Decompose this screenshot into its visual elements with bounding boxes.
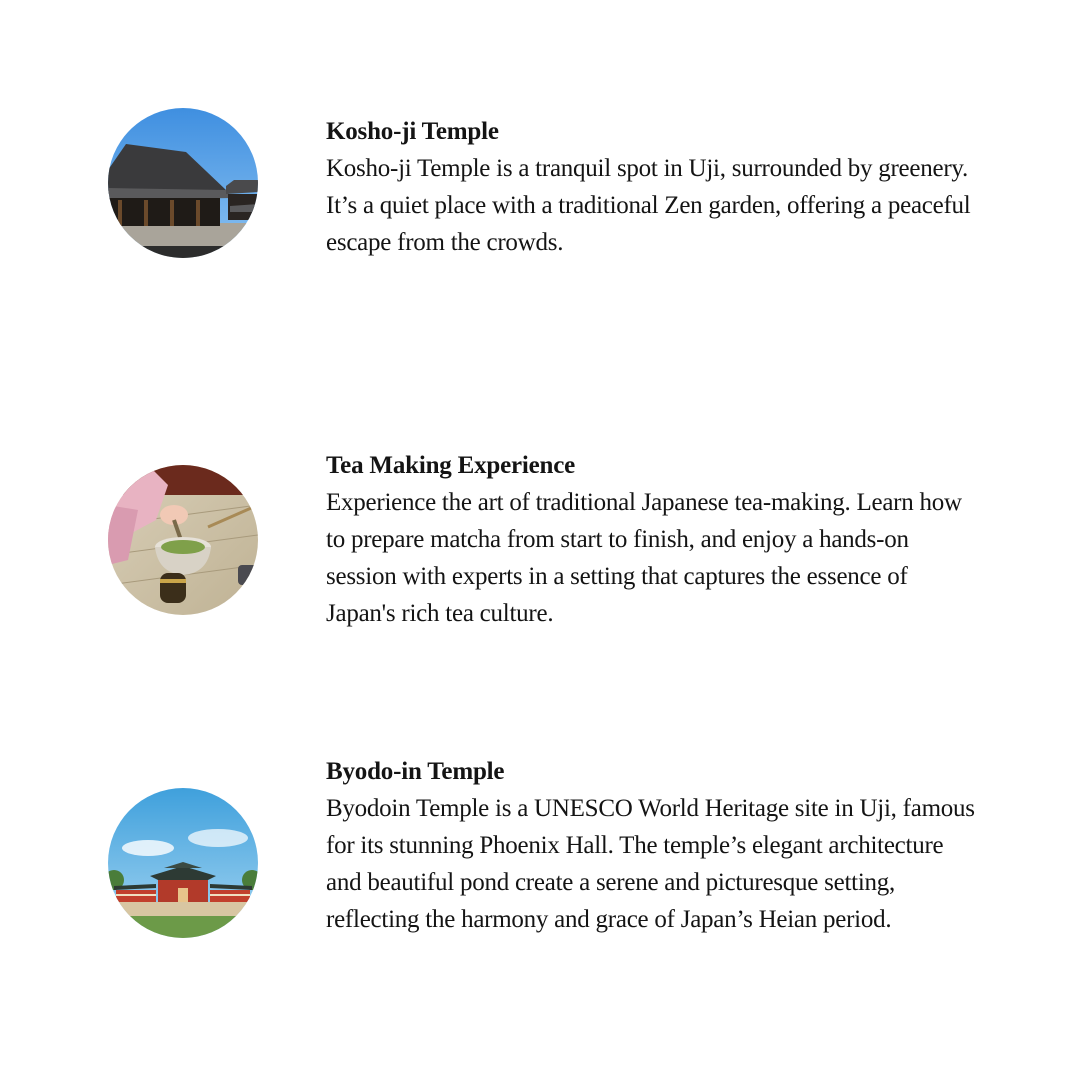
byodo-in-temple-photo: [108, 788, 258, 938]
attraction-description: Experience the art of traditional Japanese tea-making. Learn how to prepare matcha from start to finish, and enjoy a hands-on session with experts in a setting that captures the essence of Japan's rich tea culture.: [326, 489, 962, 627]
attraction-text-byodo-in: [326, 753, 976, 938]
kosho-ji-temple-photo: [108, 108, 258, 258]
attraction-title: Kosho-ji Temple: [326, 118, 499, 145]
attraction-title: Tea Making Experience: [326, 452, 576, 479]
attraction-text-kosho-ji: [326, 113, 976, 261]
attraction-description: Byodoin Temple is a UNESCO World Heritage site in Uji, famous for its stunning Phoenix Hall. The temple’s elegant architecture and beautiful pond create a serene and picturesque setting, reflecting the harmony and grace of Japan’s Heian period.: [326, 795, 975, 933]
attraction-description: Kosho-ji Temple is a tranquil spot in Uji, surrounded by greenery. It’s a quiet place with a traditional Zen garden, offering a peaceful escape from the crowds.: [326, 155, 971, 256]
attraction-text-tea-making: [326, 447, 976, 632]
tea-ceremony-photo: [108, 465, 258, 615]
attraction-title: Byodo-in Temple: [326, 758, 505, 785]
